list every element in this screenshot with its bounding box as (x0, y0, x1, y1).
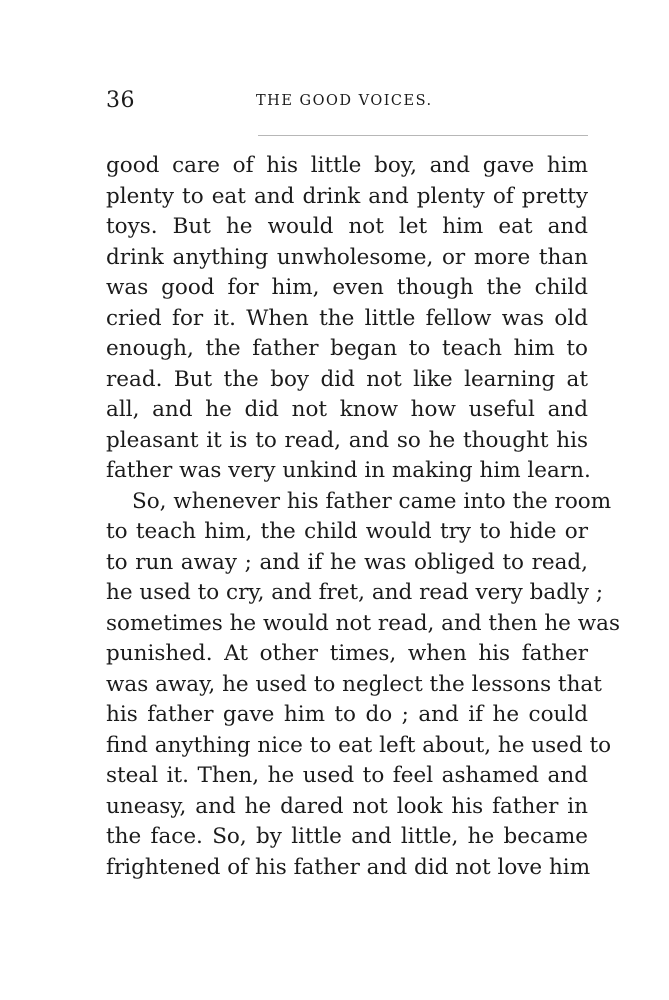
text-line: was good for him, even though the child (106, 275, 588, 300)
text-line: cried for it. When the little fellow was old (106, 305, 588, 331)
text-line: toys. But he would not let him eat and (106, 214, 588, 239)
text-line: find anything nice to eat left about, he used to (106, 732, 612, 758)
body-text (106, 151, 620, 883)
text-line: he used to cry, and fret, and read very badly ; (106, 580, 604, 605)
text-line: pleasant it is to read, and so he thought his (106, 427, 588, 453)
text-line: plenty to eat and drink and plenty of pretty (106, 183, 588, 209)
paragraph-start-line: So, whenever his father came into the room (132, 488, 612, 514)
text-line: good care of his little boy, and gave him (106, 153, 588, 178)
running-title: THE GOOD VOICES. (256, 93, 433, 109)
paragraph-end-line: father was very unkind in making him learn. (106, 458, 591, 483)
text-line: uneasy, and he dared not look his father in (106, 793, 588, 819)
text-line: the face. So, by little and little, he became (106, 824, 588, 849)
text-line: was away, he used to neglect the lessons that (106, 671, 602, 697)
text-line: steal it. Then, he used to feel ashamed and (106, 763, 588, 788)
text-line: frightened of his father and did not love him (106, 854, 591, 880)
text-line: enough, the father began to teach him to (106, 336, 588, 361)
text-line: read. But the boy did not like learning at (106, 366, 588, 392)
text-line: punished. At other times, when his father (106, 641, 588, 666)
text-line: to teach him, the child would try to hide or (106, 519, 588, 544)
text-line: all, and he did not know how useful and (106, 397, 588, 422)
header-rule (258, 135, 588, 136)
text-line: sometimes he would not read, and then he was (106, 610, 620, 636)
text-line: to run away ; and if he was obliged to read, (106, 549, 588, 575)
text-line: his father gave him to do ; and if he could (106, 702, 588, 727)
page-number: 36 (106, 88, 135, 113)
text-line: drink anything unwholesome, or more than (106, 244, 588, 270)
